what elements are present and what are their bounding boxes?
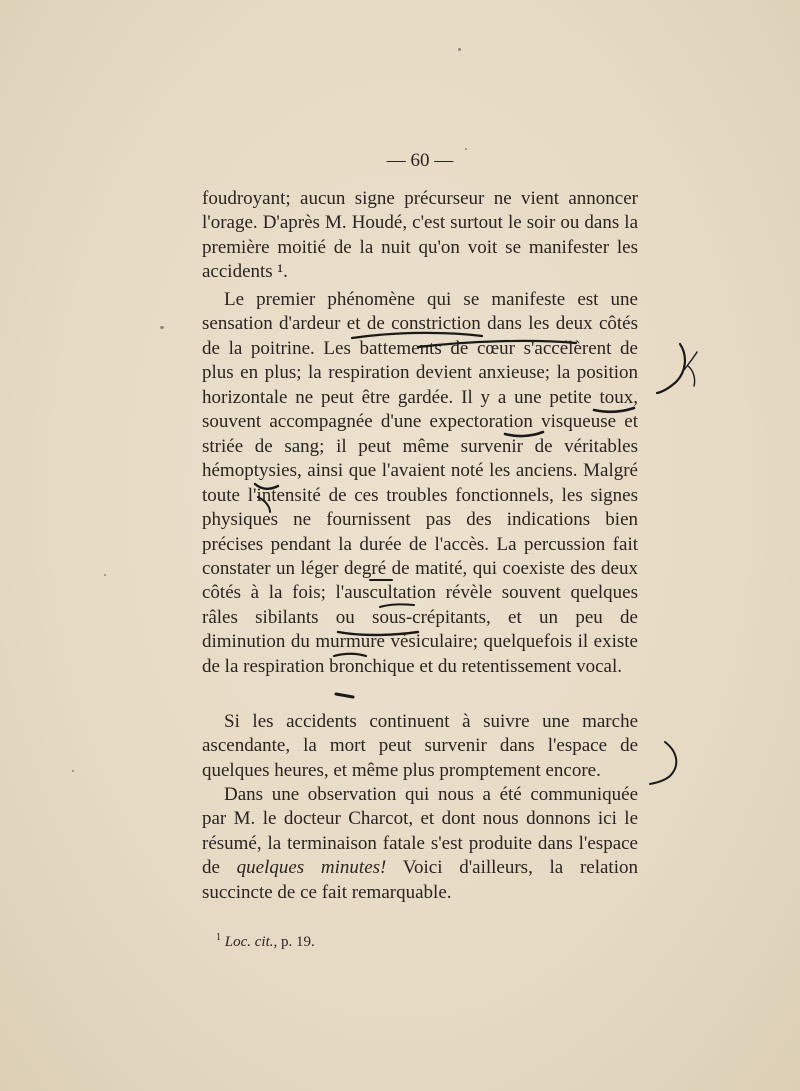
margin-flourish [684,352,697,386]
paragraph-4-emphasis: quelques minutes! [236,857,387,879]
dash-mark [336,694,353,697]
footnote-reference: Loc. cit., [224,934,278,950]
paragraph-3: Si les accidents continuent à suivre une marche ascendante, la mort peut survenir dans l'espace de quelques heures, et même plus promptement encore. [202,711,638,781]
footnote [216,932,315,951]
paragraph-4-text: Dans une observation qui nous a été communiquée par M. le docteur Charcot, et dont nous donnons ici le résumé, la terminaison fatale s'est produite dans l'espace de [202,784,638,879]
paper-speck [104,574,106,576]
page-number: — 60 — [386,150,454,171]
footnote-marker: 1 [216,932,221,943]
paragraph-4-text-end: Voici d'ailleurs, la relation succincte de ce fait remarquable. [202,857,638,903]
margin-bracket-bottom [650,742,676,784]
paper-speck [458,48,461,51]
paragraph-2: Le premier phénomène qui se manifeste est une sensation d'ardeur et de constriction dans les deux côtés de la poitrine. Les battements de cœur s'accélèrent de plus en plus; la respiration devient anxieuse; la position horizontale ne peut être gardée. Il y a une petite toux, souvent accompagnée d'une expectoration visqueuse et striée de sang; il peut même survenir de véritables hémoptysies, ainsi que l'avaient noté les anciens. Malgré toute l'intensité de ces troubles fonctionnels, les signes physiques ne fournissent pas des indications bien précises pendant la durée de l'accès. La percussion fait constater un léger degré de matité, qui coexiste des deux côtés à la fois; l'auscultation révèle souvent quelques râles sibilants ou sous-crépitants, et un peu de diminution du murmure vésiculaire; quelquefois il existe de la respiration bronchique et du retentissement vocal. [202,289,638,677]
paper-speck [72,770,74,772]
paper-speck [160,326,164,329]
margin-bracket-top [657,344,685,393]
paragraph-4 [202,783,638,905]
footnote-page: p. 19. [277,934,315,950]
paragraph-1: foudroyant; aucun signe précurseur ne vient annoncer l'orage. D'après M. Houdé, c'est surtout le soir ou dans la première moitié de la nuit qu'on voit se manifester les accidents ¹. [202,188,638,283]
